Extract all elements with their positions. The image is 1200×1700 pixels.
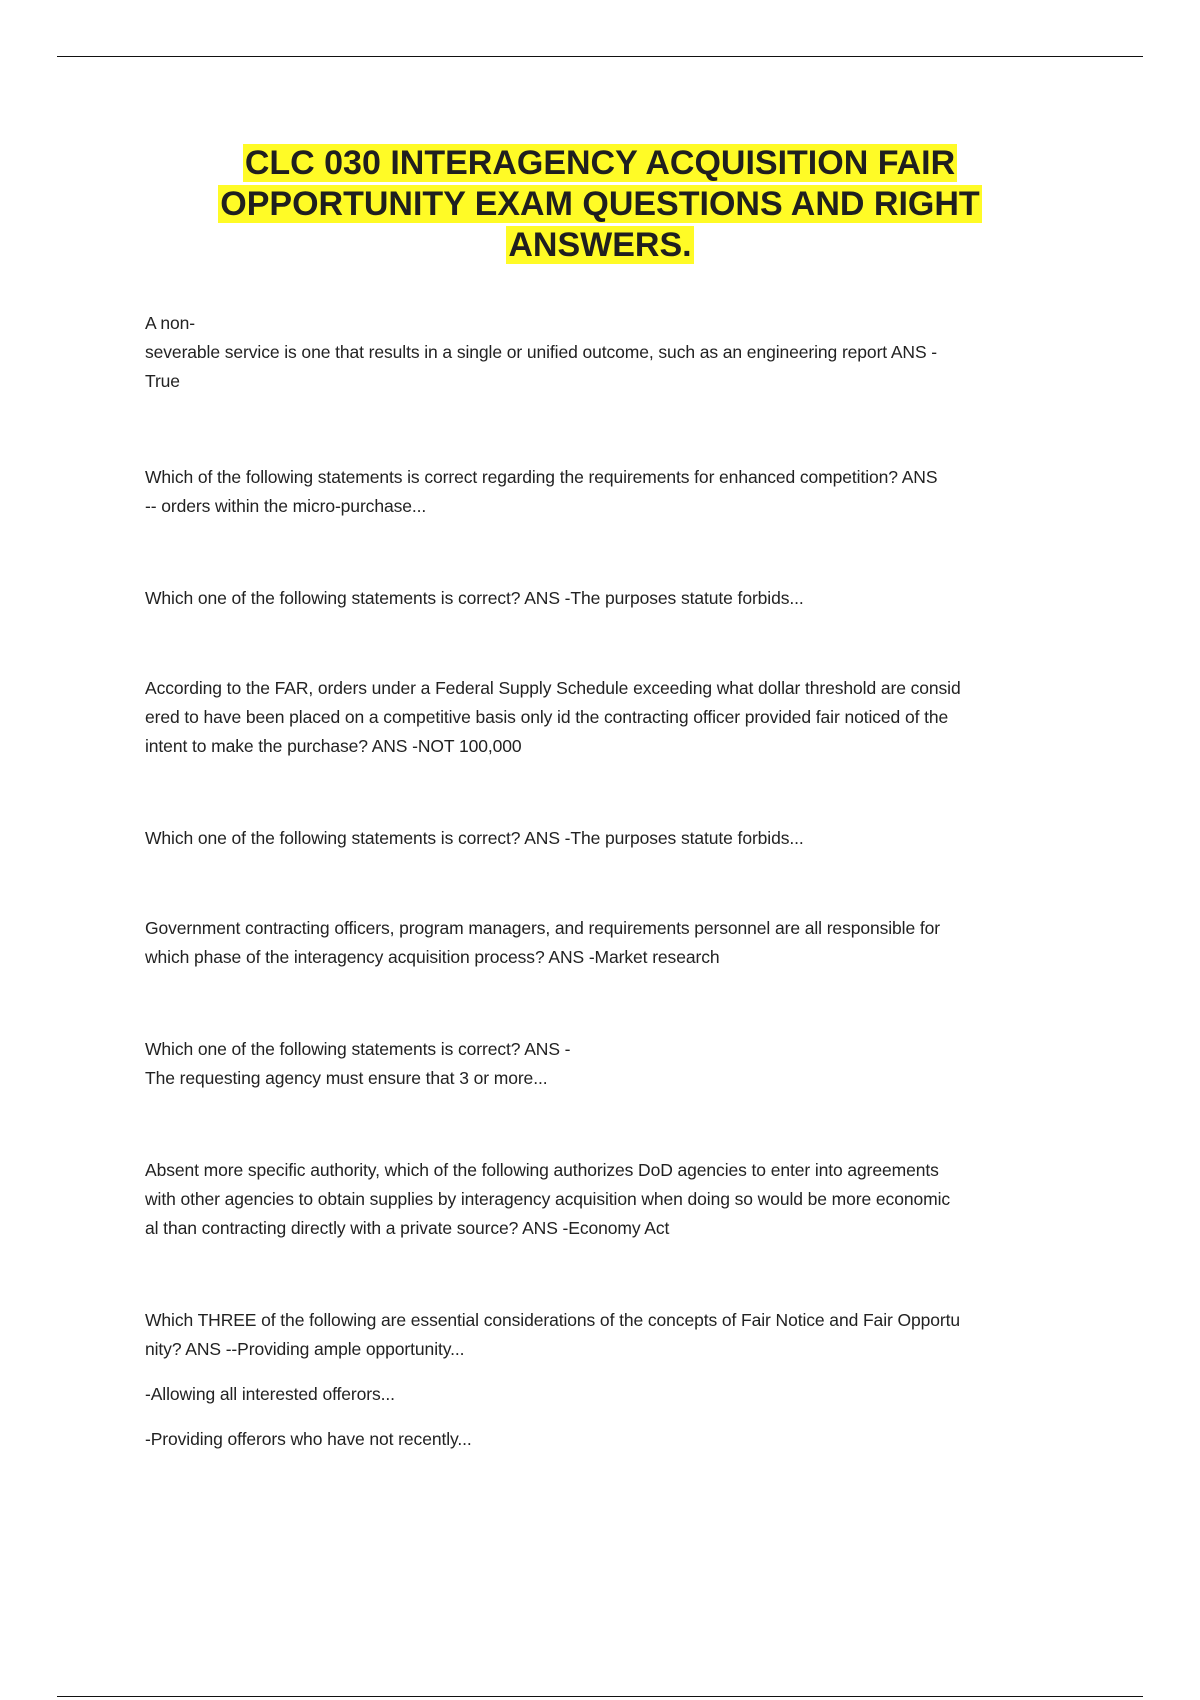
title-block — [0, 143, 1200, 266]
qa-item-5 — [145, 824, 1091, 853]
qa-text-line: intent to make the purchase? ANS -NOT 100,000 — [145, 736, 522, 756]
qa-text-line: The requesting agency must ensure that 3 or more... — [145, 1068, 548, 1088]
qa-item-11 — [145, 1425, 1091, 1454]
qa-text-line: Which of the following statements is correct regarding the requirements for enhanced competition? ANS — [145, 467, 938, 487]
qa-item-2 — [145, 463, 1091, 521]
qa-item-8 — [145, 1156, 1091, 1243]
qa-text-line: Which one of the following statements is correct? ANS -The purposes statute forbids... — [145, 588, 804, 608]
qa-text-line: True — [145, 371, 180, 391]
qa-text-line: which phase of the interagency acquisition process? ANS -Market research — [145, 947, 720, 967]
title-line-3: ANSWERS. — [508, 226, 692, 264]
qa-item-1 — [145, 309, 1091, 396]
qa-text-line: Government contracting officers, program managers, and requirements personnel are all responsible for — [145, 918, 940, 938]
qa-text-line: -Allowing all interested offerors... — [145, 1384, 395, 1404]
qa-text-line: A non- — [145, 313, 195, 333]
qa-item-9 — [145, 1306, 1091, 1364]
qa-item-7 — [145, 1035, 1091, 1093]
qa-item-3 — [145, 584, 1091, 613]
qa-text-line: Which one of the following statements is correct? ANS - — [145, 1039, 571, 1059]
qa-item-4 — [145, 674, 1091, 761]
qa-text-line: severable service is one that results in a single or unified outcome, such as an engineering report ANS - — [145, 342, 938, 362]
title-line-2: OPPORTUNITY EXAM QUESTIONS AND RIGHT — [220, 185, 980, 223]
qa-text-line: Which one of the following statements is correct? ANS -The purposes statute forbids... — [145, 828, 804, 848]
title-line-1: CLC 030 INTERAGENCY ACQUISITION FAIR — [244, 144, 956, 182]
qa-text-line: nity? ANS --Providing ample opportunity... — [145, 1339, 465, 1359]
qa-text-line: al than contracting directly with a private source? ANS -Economy Act — [145, 1218, 670, 1238]
qa-text-line: -Providing offerors who have not recently... — [145, 1429, 472, 1449]
qa-text-line: Which THREE of the following are essential considerations of the concepts of Fair Notice and Fair Opportu — [145, 1310, 961, 1330]
bottom-rule — [57, 1696, 1143, 1697]
qa-item-10 — [145, 1380, 1091, 1409]
qa-text-line: -- orders within the micro-purchase... — [145, 496, 427, 516]
qa-text-line: According to the FAR, orders under a Federal Supply Schedule exceeding what dollar threshold are consid — [145, 678, 961, 698]
qa-item-6 — [145, 914, 1091, 972]
top-rule — [57, 56, 1143, 57]
qa-text-line: with other agencies to obtain supplies by interagency acquisition when doing so would be more economic — [145, 1189, 951, 1209]
qa-text-line: Absent more specific authority, which of the following authorizes DoD agencies to enter into agreements — [145, 1160, 939, 1180]
document-title — [218, 144, 981, 264]
qa-text-line: ered to have been placed on a competitive basis only id the contracting officer provided fair noticed of the — [145, 707, 949, 727]
